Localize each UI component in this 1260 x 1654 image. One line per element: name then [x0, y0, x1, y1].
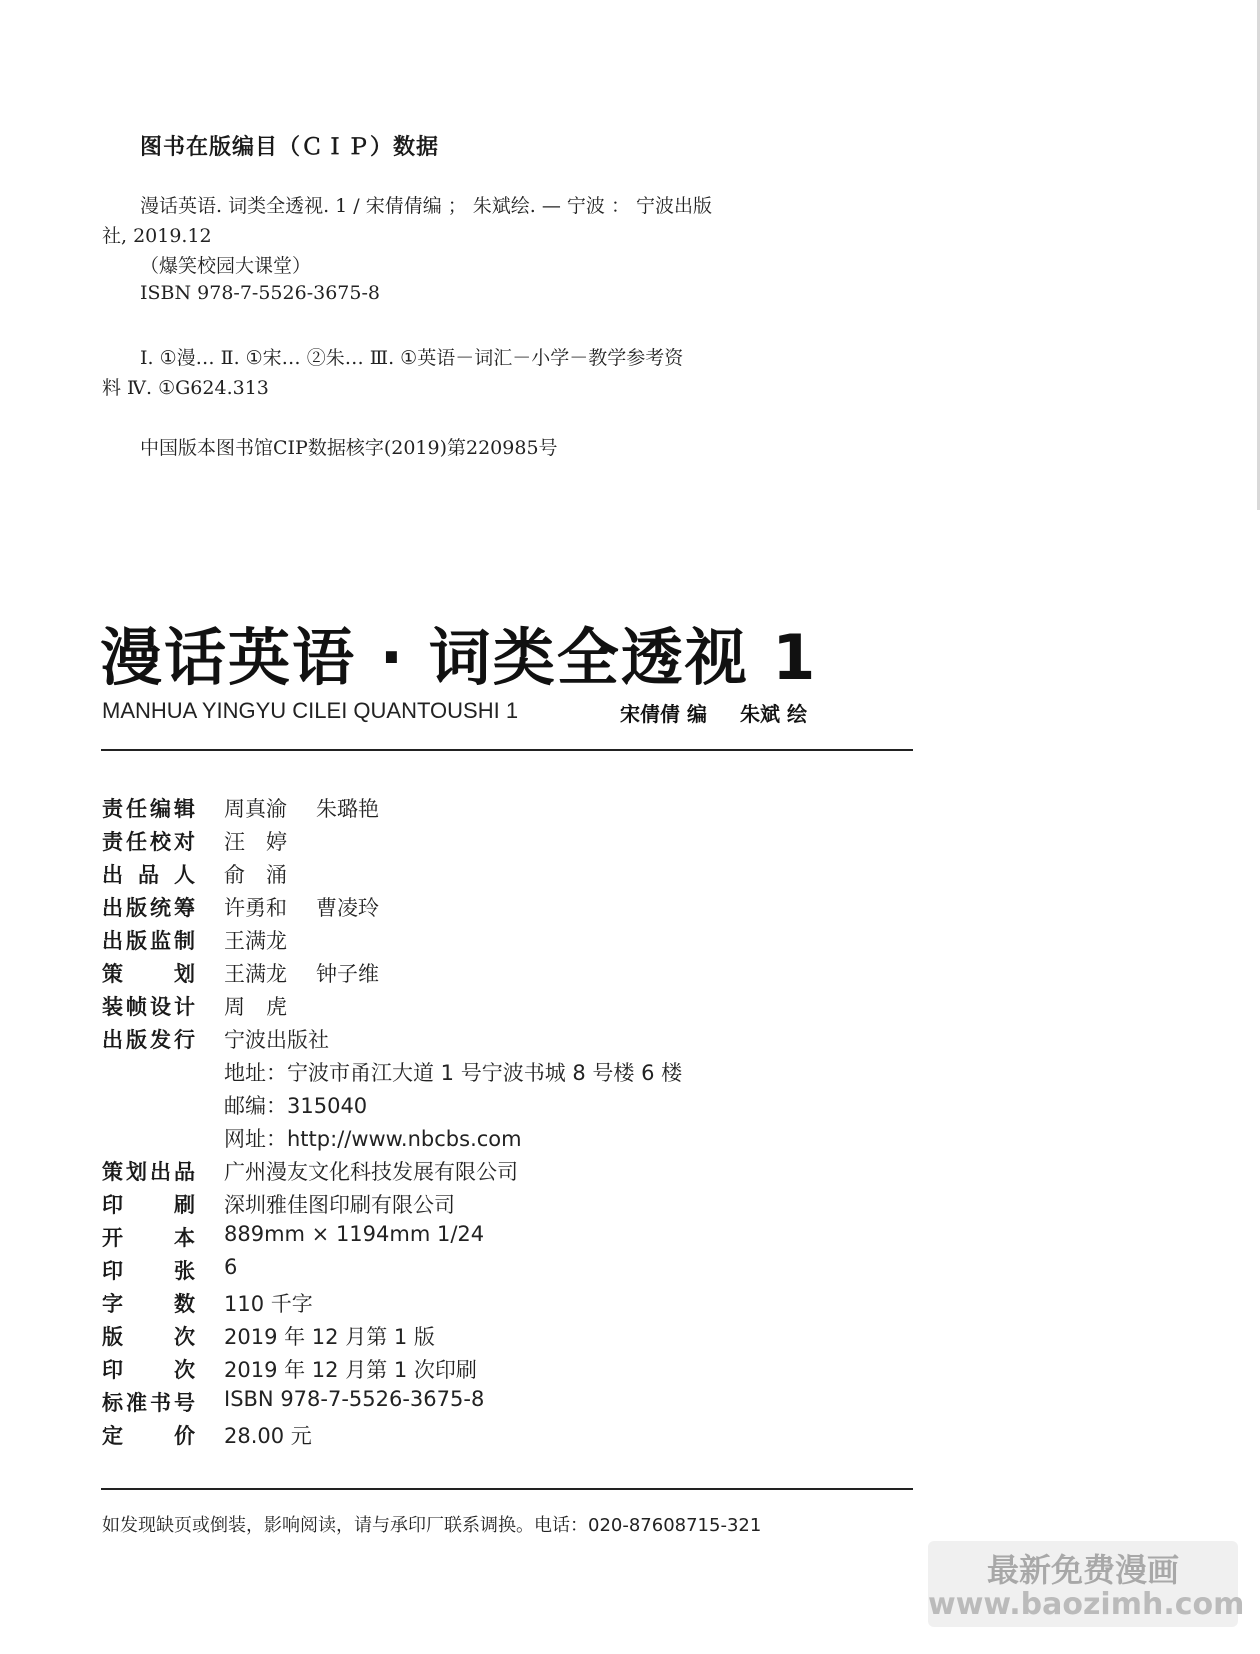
- info-label: 标准书号: [102, 1391, 195, 1415]
- info-value: 王满龙: [224, 962, 287, 986]
- info-value-2: 钟子维: [316, 962, 379, 986]
- info-value: 地址：宁波市甬江大道 1 号宁波书城 8 号楼 6 楼: [224, 1061, 683, 1085]
- info-label: 印次: [102, 1358, 195, 1382]
- cip-line-3: （爆笑校园大课堂）: [140, 255, 312, 277]
- site-watermark: [928, 1541, 1245, 1627]
- info-label: 策划出品: [102, 1160, 195, 1184]
- info-value: 广州漫友文化科技发展有限公司: [224, 1160, 518, 1184]
- info-value: 889mm × 1194mm 1/24: [224, 1222, 485, 1246]
- info-label: 开本: [102, 1226, 195, 1250]
- book-title: 漫话英语 · 词类全透视 1: [100, 621, 818, 694]
- info-label: 责任编辑: [102, 797, 195, 821]
- info-value: 邮编：315040: [224, 1094, 368, 1118]
- info-value: 许勇和: [224, 896, 287, 920]
- divider-top: [101, 749, 913, 751]
- footer-note: 如发现缺页或倒装，影响阅读，请与承印厂联系调换。电话：020-87608715-321: [102, 1515, 762, 1536]
- info-label: 策划: [102, 962, 195, 986]
- info-value: 俞 涌: [224, 863, 287, 887]
- info-label: 字数: [102, 1292, 195, 1316]
- info-value: 王满龙: [224, 929, 287, 953]
- info-value: 周真渝: [224, 797, 287, 821]
- illustrator-credit: 朱斌 绘: [740, 702, 807, 726]
- info-value: 汪 婷: [224, 830, 287, 854]
- cip-title: 图书在版编目（ＣＩＰ）数据: [140, 135, 440, 160]
- info-label: 装帧设计: [102, 995, 195, 1019]
- cip-line-2: 社, 2019.12: [102, 225, 212, 247]
- info-value: 6: [224, 1255, 238, 1279]
- info-value-2: 朱璐艳: [316, 797, 379, 821]
- info-value: ISBN 978-7-5526-3675-8: [224, 1387, 485, 1411]
- info-value: 深圳雅佳图印刷有限公司: [224, 1193, 455, 1217]
- info-label: 印张: [102, 1259, 195, 1283]
- info-value: 网址：http://www.nbcbs.com: [224, 1127, 522, 1151]
- info-label: 出版统筹: [102, 896, 195, 920]
- info-label: 出版发行: [102, 1028, 195, 1052]
- divider-bottom: [101, 1488, 913, 1490]
- info-label: 版次: [102, 1325, 195, 1349]
- info-value: 周 虎: [224, 995, 287, 1019]
- info-value: 2019 年 12 月第 1 版: [224, 1325, 435, 1349]
- cip-line-7: 中国版本图书馆CIP数据核字(2019)第220985号: [140, 437, 558, 459]
- cip-line-4: ISBN 978-7-5526-3675-8: [140, 282, 380, 304]
- info-label: 定价: [102, 1424, 195, 1448]
- editor-credit: 宋倩倩 编: [620, 702, 707, 726]
- book-subtitle: MANHUA YINGYU CILEI QUANTOUSHI 1: [102, 698, 519, 723]
- info-value: 28.00 元: [224, 1424, 312, 1448]
- info-value: 110 千字: [224, 1292, 313, 1316]
- info-value: 2019 年 12 月第 1 次印刷: [224, 1358, 477, 1382]
- info-label: 出版监制: [102, 929, 195, 953]
- info-label: 出品人: [102, 863, 195, 887]
- cip-line-5: Ⅰ. ①漫… Ⅱ. ①宋… ②朱… Ⅲ. ①英语－词汇－小学－教学参考资: [140, 347, 684, 369]
- cip-line-1: 漫话英语. 词类全透视. 1 / 宋倩倩编 ； 朱斌绘. — 宁波 ： 宁波出版: [140, 195, 713, 217]
- info-value-2: 曹凌玲: [316, 896, 379, 920]
- watermark-url: www.baozimh.com: [928, 1587, 1245, 1622]
- watermark-text: 最新免费漫画: [986, 1551, 1179, 1589]
- info-value: 宁波出版社: [224, 1028, 329, 1052]
- info-label: 责任校对: [102, 830, 195, 854]
- cip-line-6: 料 Ⅳ. ①G624.313: [102, 377, 269, 399]
- info-label: 印刷: [102, 1193, 195, 1217]
